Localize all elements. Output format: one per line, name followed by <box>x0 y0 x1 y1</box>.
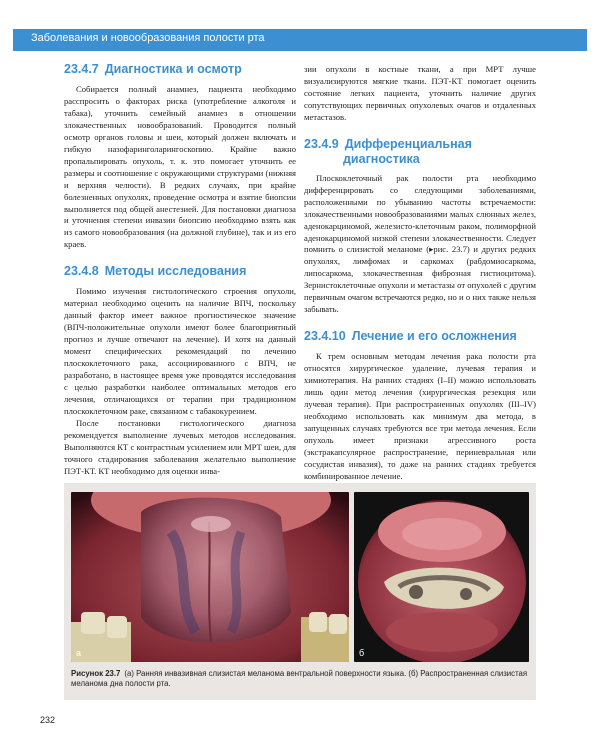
photo-tongue-melanoma <box>71 492 349 662</box>
photo-label-b: б <box>359 648 365 658</box>
section-heading-23-4-8 <box>64 264 296 279</box>
paragraph-differential: Плоскоклеточный рак полости рта необходимо дифференцировать со следующими заболеваниями, расположенными по убыванию частоты встречаемости: злокачественными новообразованиями малых слюнных желез, аденокарциномой, железисто-клеточным раком, полиморфной аденокарциномой низкой степени злокачественности. Следует помнить о слизистой меланоме (▸рис. 23.7) и других редких опухолях, лимфомах и саркомах (рабдомиосаркома, липосаркома, злокачественная фиброзная гистиоцитома). Зернистоклеточные опухоли и метастазы от опухолей с другим первичным очагом встречаются редко, но и о них также нельзя забывать. <box>304 172 536 315</box>
left-column <box>64 62 296 478</box>
section-heading-23-4-9 <box>304 137 536 167</box>
section-heading-23-4-7 <box>64 62 296 77</box>
section-number: 23.4.9 <box>304 136 339 151</box>
section-heading-23-4-10 <box>304 329 536 344</box>
paragraph-methods-1: Помимо изучения гистологического строения опухоли, материал необходимо оценить на наличие ВПЧ, поскольку данный фактор имеет важное прогностическое значение (ВПЧ-положительные опухоли имеют более благоприятный прогноз и лучше отвечают на лечение). И хотя на данный момент специфических рекомендаций по лечению плоскоклеточного рака, ассоциированного с ВПЧ, не разработано, в настоящее время уже проводятся исследования с целью разработки наиболее оптимальных методов его лечения, отличающихся от терапии при традиционном плоскоклеточном раке, связанном с табакокурением. <box>64 286 296 416</box>
figure-23-7 <box>64 483 536 700</box>
paragraph-treatment: К трем основным методам лечения рака полости рта относятся хирургическое удаление, лучевая терапия и химиотерапия. На ранних стадиях (I–II) можно использовать лишь один метод лечения (хирургическая резекция или лучевая терапия). При распространенных опухолях (III–IV) необходимо использовать как минимум два метода, в запущенных случаях требуются все три метода лечения. Если опухоль имеет признаки агрессивного роста (экстракапсулярное распространение, периневральная или сосудистая инвазия), то даже на ранних стадиях требуется комбинированное лечение. <box>304 351 536 481</box>
chapter-title: Заболевания и новообразования полости рта <box>31 32 265 44</box>
section-number: 23.4.7 <box>64 62 99 76</box>
photo-label-a: а <box>76 648 82 658</box>
paragraph-methods-2: После постановки гистологического диагноза рекомендуется выполнение лучевых методов исследования. Выполняются КТ с контрастным усилением или МРТ шеи, для точного стадирования заболевания желательно выполнение ПЭТ-КТ. КТ необходимо для оценки инва- <box>64 417 296 476</box>
section-title: Диагностика и осмотр <box>104 62 242 76</box>
section-title-line2: диагностика <box>343 151 420 166</box>
paragraph-diagnostics: Собирается полный анамнез, пациента необходимо расспросить о факторах риска (употребление алкоголя и табака), уточнить семейный анамнез в отношении злокачественных новообразований. Проводится полный осмотр органов головы и шеи, который должен включать и гибкую назофаринголарингоскопию. Крайне важно пропальпировать опухоль, т. к. это помогает уточнить ее размеры и соотношение с окружающими структурами (нижняя и верхняя челюсти). В редких случаях, при крайне болезненных опухолях, проведение осмотра и взятие биопсии выполняется под общей анестезией. Для постановки диагноза и уточнения степени инвазии биопсию необходимо взять как из самого новообразования (на должной глубине), так и из его краев. <box>64 84 296 250</box>
section-title: Лечение и его осложнения <box>351 329 517 344</box>
chapter-header-bar <box>13 29 587 51</box>
photo-b-illustration <box>354 492 529 662</box>
photo-a-illustration <box>71 492 349 662</box>
photo-floor-of-mouth-melanoma <box>354 492 529 662</box>
right-column <box>304 64 536 483</box>
caption-text: (а) Ранняя инвазивная слизистая меланома вентральной поверхности языка. (б) Распространенная слизистая меланома дна полости рта. <box>71 669 528 688</box>
figure-caption <box>71 669 531 689</box>
section-number: 23.4.8 <box>64 264 99 279</box>
section-number: 23.4.10 <box>304 329 346 344</box>
paragraph-methods-continuation: зии опухоли в костные ткани, а при МРТ лучше визуализируются мягкие ткани. ПЭТ-КТ помогает оценить состояние легких пациента, уточнить наличие других сопутствующих первичных опухолевых очагов и отдаленных метастазов. <box>304 64 536 122</box>
page-number: 232 <box>40 715 56 725</box>
caption-label: Рисунок 23.7 <box>71 669 121 678</box>
section-title-line1: Дифференциальная <box>344 136 472 151</box>
section-title: Методы исследования <box>104 264 247 279</box>
